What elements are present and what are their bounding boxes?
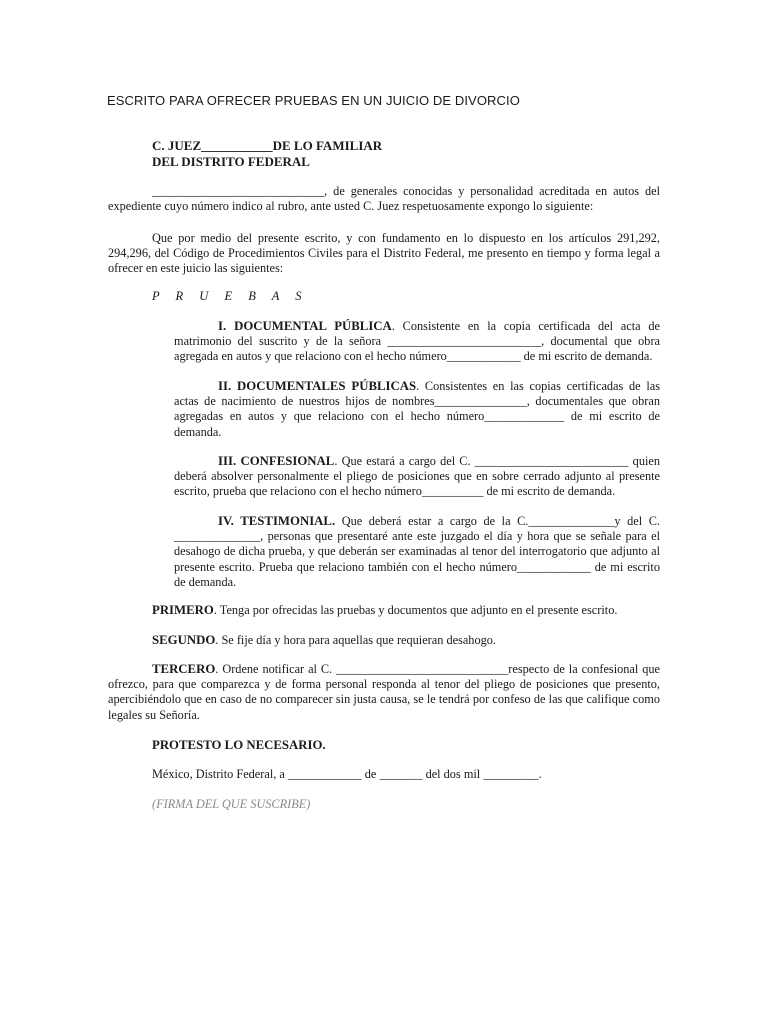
evidence-item-text: . Consistentes en las copias certificadas de las actas de nacimiento de nuestros hijos de nombres_______________, documentales que obran agregadas en autos y que relaciono con el hecho número_____________ de mi escrito de demanda. (174, 379, 660, 439)
petition-heading: SEGUNDO (152, 633, 216, 647)
closing-statement: PROTESTO LO NECESARIO. (152, 738, 326, 752)
evidence-item-heading: II. DOCUMENTALES PÚBLICAS (218, 379, 417, 393)
evidence-item-text: Que deberá estar a cargo de la C.______________y del C. ______________, personas que presentaré ante este juzgado el día y hora que se señale para el desahogo de dicha prueba, y que deberán ser examinadas al tenor del interrogatorio que adjunto al presente escrito. Prueba que relaciono también con el hecho número____________ de mi escrito de demanda. (174, 514, 660, 589)
petition-text: . Tenga por ofrecidas las pruebas y documentos que adjunto en el presente escrito. (213, 603, 618, 617)
petition-heading: PRIMERO (152, 603, 214, 617)
petition-segundo (108, 633, 660, 648)
petition-text: . Ordene notificar al C. ____________________________respecto de la confesional que ofrezco, para que comparezca y de forma personal responda al tenor del pliego de posiciones que presento, apercibiéndolo que en caso de no comparecer sin justa causa, se le tendrá por confeso de las que califique como legales su Señoría. (108, 662, 660, 722)
signature-line: (FIRMA DEL QUE SUSCRIBE) (152, 797, 311, 811)
petition-heading: TERCERO (152, 662, 216, 676)
evidence-item-4 (174, 514, 660, 590)
document-title: ESCRITO PARA OFRECER PRUEBAS EN UN JUICIO DE DIVORCIO (107, 93, 520, 108)
petition-text: . Se fije día y hora para aquellas que requieran desahogo. (215, 633, 496, 647)
intro-paragraph: ____________________________, de generales conocidas y personalidad acreditada en autos del expediente cuyo número indico al rubro, ante usted C. Juez respetuosamente expongo lo siguiente: (108, 184, 660, 214)
addressee-line-1: C. JUEZ___________DE LO FAMILIAR (152, 138, 383, 153)
evidence-item-text: . Que estará a cargo del C. _________________________ quien deberá absolver personalmente el pliego de posiciones que en sobre cerrado adjunto al presente escrito, prueba que relaciono con el hecho número__________ de mi escrito de demanda. (174, 454, 660, 499)
addressee-block (152, 138, 382, 170)
addressee-line-2: DEL DISTRITO FEDERAL (152, 154, 310, 169)
evidence-item-1 (174, 319, 660, 365)
evidence-item-text: . Consistente en la copia certificada del acta de matrimonio del suscrito y de la señora _________________________, documental que obra agregada en autos y que relaciono con el hecho número____________ de mi escrito de demanda. (174, 319, 660, 364)
evidence-item-2 (174, 379, 660, 440)
petition-tercero (108, 662, 660, 723)
evidence-item-3 (174, 454, 660, 500)
evidence-item-heading: IV. TESTIMONIAL. (218, 514, 336, 528)
evidence-item-heading: I. DOCUMENTAL PÚBLICA (218, 319, 392, 333)
petition-primero (108, 603, 660, 618)
pruebas-heading: P R U E B A S (152, 289, 309, 303)
preamble-paragraph: Que por medio del presente escrito, y con fundamento en lo dispuesto en los artículos 291,292, 294,296, del Código de Procedimientos Civiles para el Distrito Federal, me presento en tiempo y forma legal a ofrecer en este juicio las siguientes: (108, 231, 660, 276)
evidence-item-heading: III. CONFESIONAL (218, 454, 335, 468)
place-date-line: México, Distrito Federal, a ____________ de _______ del dos mil _________. (152, 767, 542, 781)
